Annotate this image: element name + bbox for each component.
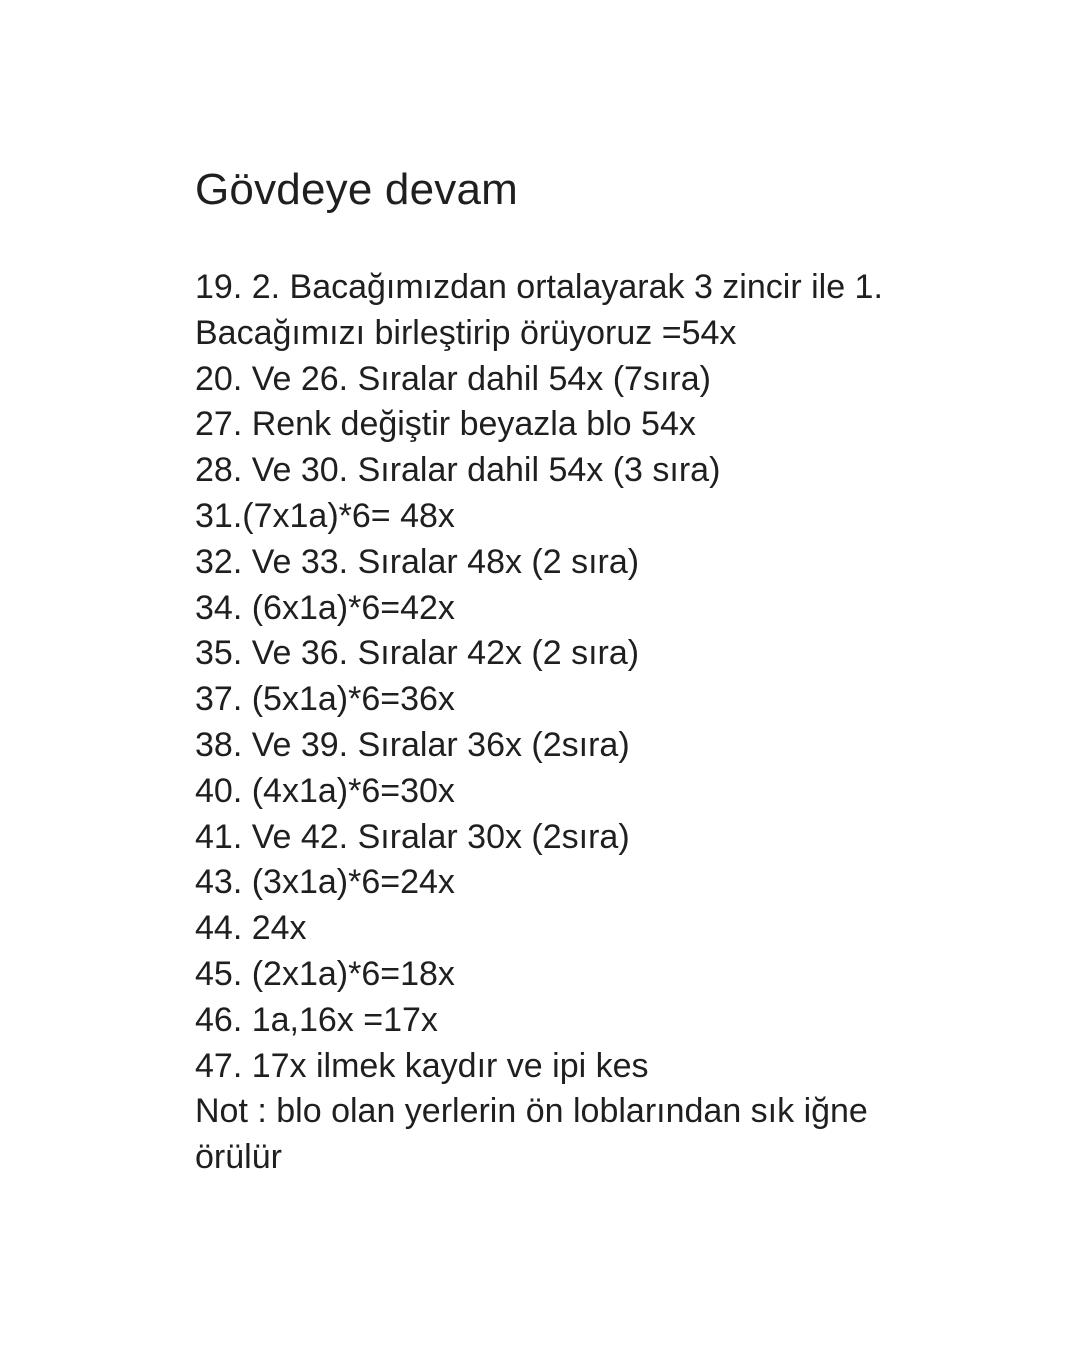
instruction-line: 34. (6x1a)*6=42x xyxy=(195,588,455,627)
instruction-line: 20. Ve 26. Sıralar dahil 54x (7sıra) xyxy=(195,359,711,398)
note-line: Not : blo olan yerlerin ön loblarından sık iğne xyxy=(195,1092,868,1131)
instruction-line: 47. 17x ilmek kaydır ve ipi kes xyxy=(195,1046,649,1085)
instruction-line: 28. Ve 30. Sıralar dahil 54x (3 sıra) xyxy=(195,451,721,490)
instruction-line: 45. (2x1a)*6=18x xyxy=(195,954,455,993)
instruction-line: 43. (3x1a)*6=24x xyxy=(195,863,455,902)
instruction-line: Bacağımızı birleştirip örüyoruz =54x xyxy=(195,313,737,352)
instruction-line: 19. 2. Bacağımızdan ortalayarak 3 zincir ile 1. xyxy=(195,268,883,306)
page-title: Gövdeye devam xyxy=(195,165,518,214)
instruction-line: 38. Ve 39. Sıralar 36x (2sıra) xyxy=(195,725,630,764)
instruction-line: 46. 1a,16x =17x xyxy=(195,1000,438,1039)
instruction-line: 32. Ve 33. Sıralar 48x (2 sıra) xyxy=(195,542,640,581)
instruction-line: 40. (4x1a)*6=30x xyxy=(195,771,455,810)
instruction-line: 37. (5x1a)*6=36x xyxy=(195,680,455,719)
instruction-line: 44. 24x xyxy=(195,909,307,948)
instruction-list xyxy=(195,265,955,1181)
instruction-line: 41. Ve 42. Sıralar 30x (2sıra) xyxy=(195,817,630,856)
instruction-line: 27. Renk değiştir beyazla blo 54x xyxy=(195,405,696,444)
instruction-line: 31.(7x1a)*6= 48x xyxy=(195,496,455,535)
instruction-line: 35. Ve 36. Sıralar 42x (2 sıra) xyxy=(195,634,640,673)
note-line: örülür xyxy=(195,1138,282,1177)
